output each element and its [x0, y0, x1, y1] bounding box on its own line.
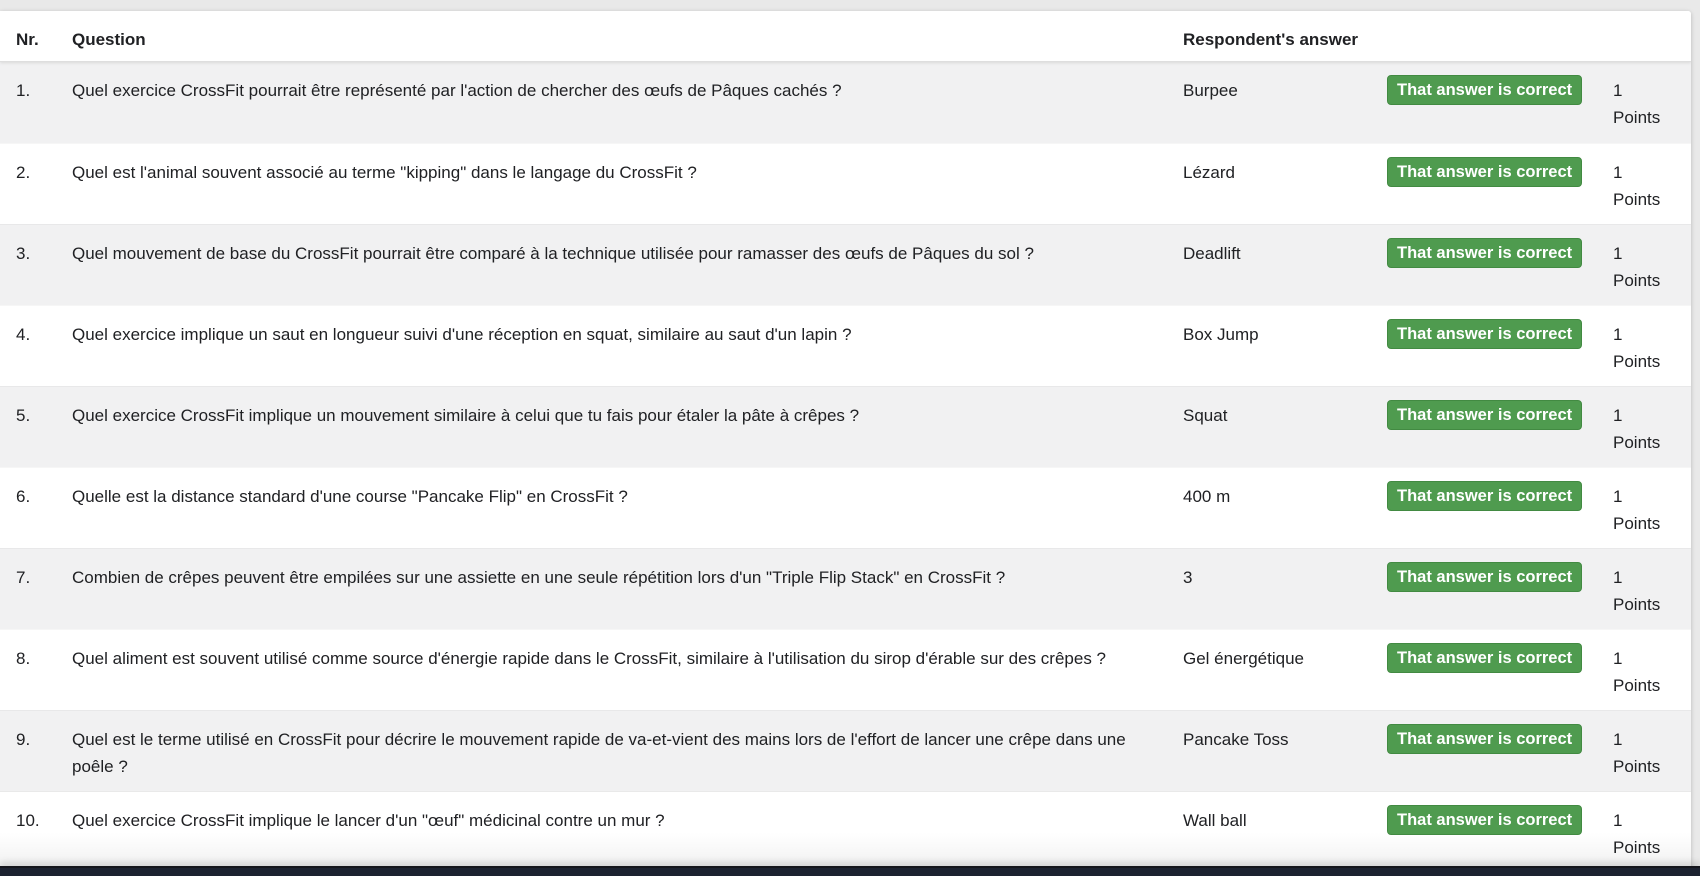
correct-answer-badge: That answer is correct [1387, 75, 1582, 105]
correct-answer-badge: That answer is correct [1387, 238, 1582, 268]
points-cell [1613, 792, 1691, 866]
header-respondents-answer: Respondent's answer [1183, 30, 1359, 49]
question-number: 4. [16, 325, 31, 344]
correct-answer-badge: That answer is correct [1387, 157, 1582, 187]
table-header [0, 11, 1691, 62]
table-row [0, 467, 1691, 548]
points-value: 1 [1613, 487, 1623, 506]
respondent-answer: 400 m [1183, 487, 1231, 506]
question-text: Quel aliment est souvent utilisé comme source d'énergie rapide dans le CrossFit, similaire à l'utilisation du sirop d'érable sur des crêpes ? [72, 649, 1107, 668]
correct-answer-badge: That answer is correct [1387, 562, 1582, 592]
answer-status-cell [1387, 549, 1613, 629]
respondent-answer: Gel énergétique [1183, 649, 1304, 668]
points-cell [1613, 306, 1691, 386]
answer-status-cell [1387, 62, 1613, 143]
points-label: Points [1613, 676, 1661, 695]
points-value: 1 [1613, 244, 1623, 263]
points-label: Points [1613, 352, 1661, 371]
points-value: 1 [1613, 81, 1623, 100]
table-row [0, 710, 1691, 791]
respondent-answer: 3 [1183, 568, 1193, 587]
answer-status-cell [1387, 468, 1613, 548]
points-value: 1 [1613, 406, 1623, 425]
points-label: Points [1613, 433, 1661, 452]
answer-status-cell [1387, 225, 1613, 305]
correct-answer-badge: That answer is correct [1387, 805, 1582, 835]
points-label: Points [1613, 757, 1661, 776]
question-text: Quel est le terme utilisé en CrossFit pour décrire le mouvement rapide de va-et-vient des mains lors de l'effort de lancer une crêpe dans une poêle ? [72, 730, 1126, 776]
points-value: 1 [1613, 730, 1623, 749]
question-text: Quel exercice implique un saut en longueur suivi d'une réception en squat, similaire au saut d'un lapin ? [72, 325, 852, 344]
points-label: Points [1613, 190, 1661, 209]
question-text: Quelle est la distance standard d'une course "Pancake Flip" en CrossFit ? [72, 487, 628, 506]
points-cell [1613, 387, 1691, 467]
respondent-answer: Box Jump [1183, 325, 1259, 344]
header-question: Question [72, 30, 146, 49]
question-number: 9. [16, 730, 31, 749]
bottom-bar [0, 866, 1700, 876]
points-label: Points [1613, 514, 1661, 533]
question-number: 3. [16, 244, 31, 263]
answer-status-cell [1387, 711, 1613, 791]
points-label: Points [1613, 595, 1661, 614]
table-row [0, 548, 1691, 629]
answer-status-cell [1387, 387, 1613, 467]
question-number: 6. [16, 487, 31, 506]
respondent-answer: Squat [1183, 406, 1228, 425]
header-spacer-points [1613, 11, 1691, 61]
correct-answer-badge: That answer is correct [1387, 400, 1582, 430]
points-value: 1 [1613, 568, 1623, 587]
points-cell [1613, 144, 1691, 224]
table-row [0, 224, 1691, 305]
points-cell [1613, 62, 1691, 143]
points-cell [1613, 711, 1691, 791]
respondent-answer: Lézard [1183, 163, 1235, 182]
question-number: 5. [16, 406, 31, 425]
correct-answer-badge: That answer is correct [1387, 643, 1582, 673]
header-nr: Nr. [16, 30, 39, 49]
question-number: 2. [16, 163, 31, 182]
question-number: 7. [16, 568, 31, 587]
table-row [0, 386, 1691, 467]
table-row [0, 143, 1691, 224]
question-text: Quel exercice CrossFit pourrait être représenté par l'action de chercher des œufs de Pâques cachés ? [72, 81, 842, 100]
answer-status-cell [1387, 306, 1613, 386]
points-label: Points [1613, 838, 1661, 857]
correct-answer-badge: That answer is correct [1387, 724, 1582, 754]
points-value: 1 [1613, 163, 1623, 182]
table-row [0, 791, 1691, 866]
points-cell [1613, 630, 1691, 710]
question-text: Combien de crêpes peuvent être empilées sur une assiette en une seule répétition lors d'un "Triple Flip Stack" en CrossFit ? [72, 568, 1006, 587]
table-row [0, 305, 1691, 386]
points-label: Points [1613, 271, 1661, 290]
points-value: 1 [1613, 325, 1623, 344]
respondent-answer: Wall ball [1183, 811, 1247, 830]
correct-answer-badge: That answer is correct [1387, 481, 1582, 511]
respondent-answer: Deadlift [1183, 244, 1241, 263]
answer-status-cell [1387, 144, 1613, 224]
answer-status-cell [1387, 792, 1613, 866]
question-number: 10. [16, 811, 40, 830]
points-value: 1 [1613, 811, 1623, 830]
answer-status-cell [1387, 630, 1613, 710]
question-text: Quel exercice CrossFit implique le lancer d'un "œuf" médicinal contre un mur ? [72, 811, 665, 830]
question-number: 1. [16, 81, 31, 100]
question-text: Quel est l'animal souvent associé au terme "kipping" dans le langage du CrossFit ? [72, 163, 697, 182]
points-label: Points [1613, 108, 1661, 127]
table-row [0, 62, 1691, 143]
correct-answer-badge: That answer is correct [1387, 319, 1582, 349]
header-spacer-status [1387, 11, 1613, 61]
quiz-results-table [0, 11, 1691, 876]
respondent-answer: Burpee [1183, 81, 1238, 100]
points-cell [1613, 468, 1691, 548]
question-text: Quel exercice CrossFit implique un mouvement similaire à celui que tu fais pour étaler la pâte à crêpes ? [72, 406, 860, 425]
table-body [0, 62, 1691, 866]
points-value: 1 [1613, 649, 1623, 668]
points-cell [1613, 549, 1691, 629]
question-number: 8. [16, 649, 31, 668]
points-cell [1613, 225, 1691, 305]
table-row [0, 629, 1691, 710]
question-text: Quel mouvement de base du CrossFit pourrait être comparé à la technique utilisée pour ramasser des œufs de Pâques du sol ? [72, 244, 1034, 263]
respondent-answer: Pancake Toss [1183, 730, 1289, 749]
